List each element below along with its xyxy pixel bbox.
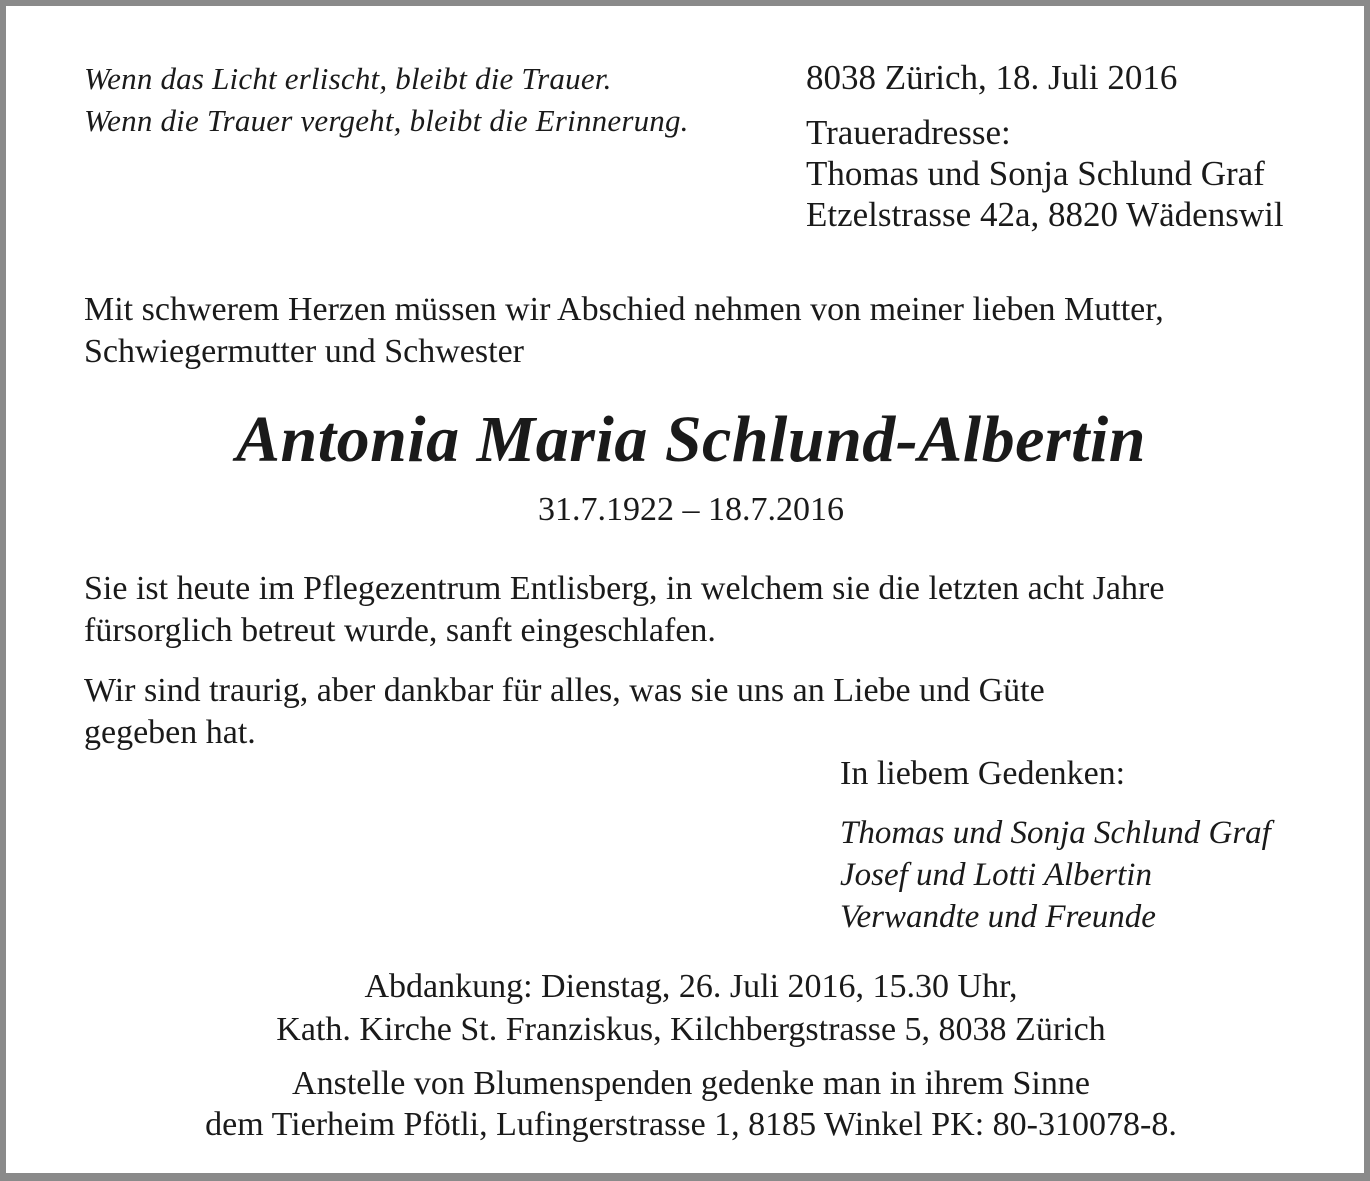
intro-text xyxy=(84,289,1164,373)
signer: Josef und Lotti Albertin xyxy=(840,857,1152,893)
donation-line-2: dem Tierheim Pfötli, Lufingerstrasse 1, 8185 Winkel PK: 80-310078-8. xyxy=(205,1106,1177,1143)
memory-label: In liebem Gedenken: xyxy=(840,755,1126,792)
deceased-name: Antonia Maria Schlund-Albertin xyxy=(236,403,1146,476)
motto-quote xyxy=(84,58,689,142)
motto-line-2: Wenn die Trauer vergeht, bleibt die Erinnerung. xyxy=(84,103,689,138)
intro-line-2: Schwiegermutter und Schwester xyxy=(84,333,524,370)
gratitude-paragraph xyxy=(84,670,1045,754)
signer: Thomas und Sonja Schlund Graf xyxy=(840,815,1271,851)
gratitude-line-2: gegeben hat. xyxy=(84,714,256,751)
mourning-address-name: Thomas und Sonja Schlund Graf xyxy=(806,154,1265,193)
gratitude-line-1: Wir sind traurig, aber dankbar für alles, was sie uns an Liebe und Güte xyxy=(84,672,1045,709)
funeral-service-info xyxy=(6,965,1370,1051)
passing-line-2: fürsorglich betreut wurde, sanft eingeschlafen. xyxy=(84,612,716,649)
signer: Verwandte und Freunde xyxy=(840,899,1156,935)
passing-paragraph xyxy=(84,568,1164,652)
life-dates: 31.7.1922 – 18.7.2016 xyxy=(538,491,844,528)
signers-list xyxy=(840,812,1271,938)
intro-line-1: Mit schwerem Herzen müssen wir Abschied nehmen von meiner lieben Mutter, xyxy=(84,291,1164,328)
service-line-2: Kath. Kirche St. Franziskus, Kilchbergstrasse 5, 8038 Zürich xyxy=(276,1011,1106,1048)
place-date: 8038 Zürich, 18. Juli 2016 xyxy=(806,58,1178,97)
donation-line-1: Anstelle von Blumenspenden gedenke man in ihrem Sinne xyxy=(292,1065,1090,1102)
mourning-address-label: Traueradresse: xyxy=(806,113,1011,152)
mourning-address-street: Etzelstrasse 42a, 8820 Wädenswil xyxy=(806,195,1284,234)
service-line-1: Abdankung: Dienstag, 26. Juli 2016, 15.30 Uhr, xyxy=(364,968,1018,1005)
passing-line-1: Sie ist heute im Pflegezentrum Entlisberg, in welchem sie die letzten acht Jahre xyxy=(84,570,1165,607)
donation-info xyxy=(6,1063,1370,1145)
motto-line-1: Wenn das Licht erlischt, bleibt die Trauer. xyxy=(84,61,612,96)
mourning-address xyxy=(806,112,1284,235)
